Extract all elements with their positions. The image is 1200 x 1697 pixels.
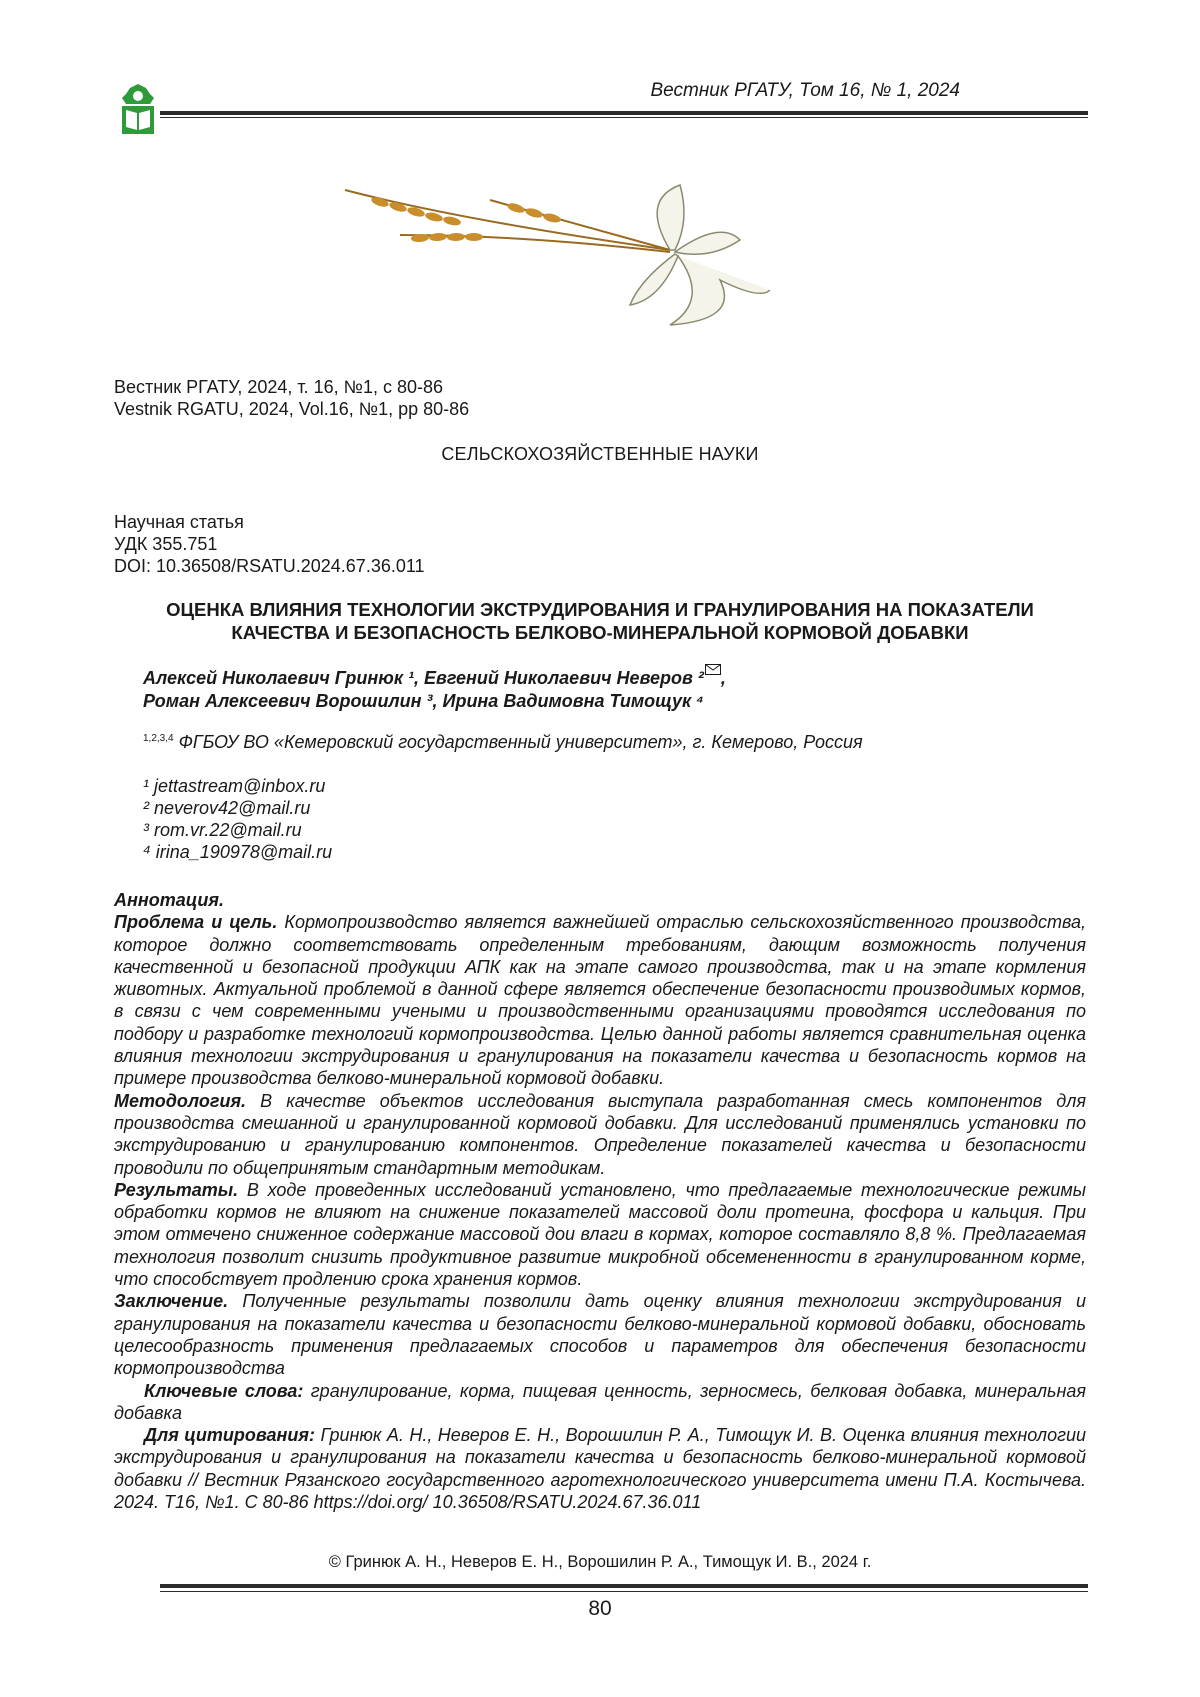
- cite-text[interactable]: Гринюк А. Н., Неверов Е. Н., Ворошилин Р. А., Тимощук И. В. Оценка влияния технологии экструдирования и гранулирования на показатели качества и безопасность белково-минеральной кормовой добавки // Вестник Рязанского государственного агротехнологического университета имени П.А. Костычева. 2024. Т16, №1. С 80-86 https://doi.org/ 10.36508/RSATU.2024.67.36.011: [114, 1425, 1086, 1513]
- email-1[interactable]: ¹ jettastream@inbox.ru: [143, 776, 326, 796]
- paper-title: [114, 598, 1086, 644]
- abstract-conclusion: [114, 1290, 1086, 1379]
- doi: DOI: 10.36508/RSATU.2024.67.36.011: [114, 556, 425, 576]
- method-text: В качестве объектов исследования выступала разработанная смесь компонентов для производства смешанной и гранулированной кормовой добавки. Для исследований применялись установки по экструдированию и гранулированию компонентов. Определение показателей качества и безопасности проводили по общепринятым стандартным методикам.: [114, 1090, 1086, 1178]
- abstract-problem: [114, 911, 1086, 1089]
- author-3: Роман Алексеевич Ворошилин ³,: [143, 691, 443, 711]
- keywords-text: гранулирование, корма, пищевая ценность, зерносмесь, белковая добавка, минеральная добавка: [114, 1380, 1087, 1423]
- results-text: В ходе проведенных исследований установлено, что предлагаемые технологические режимы обработки кормов не влияют на снижение показателей массовой доли протеина, фосфора и кальция. При этом отмечено сниженное содержание массовой дои влаги в кормах, которое составляло 8,8 %. Предлагаемая технология позволит снизить продуктивное развитие микробной обсемененности в гранулированном корме, что способствует продлению срока хранения кормов.: [114, 1179, 1086, 1290]
- method-label: Методология.: [114, 1090, 247, 1111]
- header-rule-thin: [160, 117, 1088, 118]
- abstract: [114, 889, 1086, 1513]
- article-meta: [114, 511, 425, 577]
- keywords: [114, 1380, 1086, 1425]
- citation-en: Vestnik RGATU, 2024, Vol.16, №1, pp 80-86: [114, 399, 470, 419]
- email-4[interactable]: ⁴ irina_190978@mail.ru: [143, 842, 333, 862]
- affiliation-text: ФГБОУ ВО «Кемеровский государственный университет», г. Кемерово, Россия: [173, 732, 863, 752]
- author-4: Ирина Вадимовна Тимощук ⁴: [442, 691, 704, 711]
- authors: [143, 664, 1083, 713]
- email-2[interactable]: ² neverov42@mail.ru: [143, 798, 311, 818]
- udk: УДК 355.751: [114, 534, 218, 554]
- title-line-1: ОЦЕНКА ВЛИЯНИЯ ТЕХНОЛОГИИ ЭКСТРУДИРОВАНИЯ И ГРАНУЛИРОВАНИЯ НА ПОКАЗАТЕЛИ: [166, 599, 1034, 620]
- results-label: Результаты.: [114, 1179, 239, 1200]
- copyright: © Гринюк А. Н., Неверов Е. Н., Ворошилин Р. А., Тимощук И. В., 2024 г.: [328, 1553, 872, 1571]
- abstract-results: [114, 1179, 1086, 1290]
- cite-label: Для цитирования:: [144, 1425, 315, 1446]
- email-3[interactable]: ³ rom.vr.22@mail.ru: [143, 820, 302, 840]
- citation-block: [114, 1424, 1086, 1513]
- problem-label: Проблема и цель.: [114, 912, 278, 933]
- author-1: Алексей Николаевич Гринюк ¹,: [143, 668, 424, 688]
- page-number: 80: [588, 1597, 612, 1620]
- journal-logo-icon: [118, 84, 158, 136]
- conclusion-label: Заключение.: [114, 1291, 229, 1312]
- citation-ru: Вестник РГАТУ, 2024, т. 16, №1, с 80-86: [114, 377, 444, 397]
- abstract-methodology: [114, 1090, 1086, 1179]
- author-2-comma: ,: [720, 668, 726, 688]
- author-2: Евгений Николаевич Неверов ²: [423, 668, 704, 688]
- citation-lines: [114, 376, 469, 420]
- journal-header: Вестник РГАТУ, Том 16, № 1, 2024: [650, 80, 960, 101]
- abstract-heading: Аннотация.: [114, 890, 224, 910]
- affiliation: [143, 732, 1083, 753]
- header-rule: [160, 111, 1088, 115]
- affiliation-marks: 1,2,3,4: [143, 733, 174, 744]
- footer-rule: [160, 1584, 1088, 1588]
- footer-rule-thin: [160, 1591, 1088, 1592]
- wheat-ribbon-icon: [340, 180, 810, 330]
- title-line-2: КАЧЕСТВА И БЕЗОПАСНОСТЬ БЕЛКОВО-МИНЕРАЛЬНОЙ КОРМОВОЙ ДОБАВКИ: [231, 622, 969, 643]
- section-label: СЕЛЬСКОХОЗЯЙСТВЕННЫЕ НАУКИ: [441, 444, 759, 464]
- conclusion-text: Полученные результаты позволили дать оценку влияния технологии экструдирования и гранулирования на показатели качества и безопасности белково-минеральной кормовой добавки, обосновать целесообразность применения предлагаемых способов и параметров для обеспечения безопасности кормопроизводства: [114, 1291, 1086, 1379]
- problem-text: Кормопроизводство является важнейшей отраслью сельскохозяйственного производства, которое должно соответствовать определенным требованиям, дающим возможность получения качественной и безопасной продукции АПК как на этапе самого производства, так и на этапе кормления животных. Актуальной проблемой в данной сфере является обеспечение безопасности производимых кормов, в связи с чем современными учеными и производственными организациями проводятся исследования по подбору и разработке технологий кормопроизводства. Целью данной работы является сравнительная оценка влияния технологии экструдирования и гранулирования на показатели качества и безопасность кормов на примере производства белково-минеральной кормовой добавки.: [114, 912, 1086, 1089]
- article-type: Научная статья: [114, 512, 244, 532]
- emails: [143, 775, 332, 863]
- keywords-label: Ключевые слова:: [144, 1380, 304, 1401]
- envelope-icon: [705, 664, 721, 675]
